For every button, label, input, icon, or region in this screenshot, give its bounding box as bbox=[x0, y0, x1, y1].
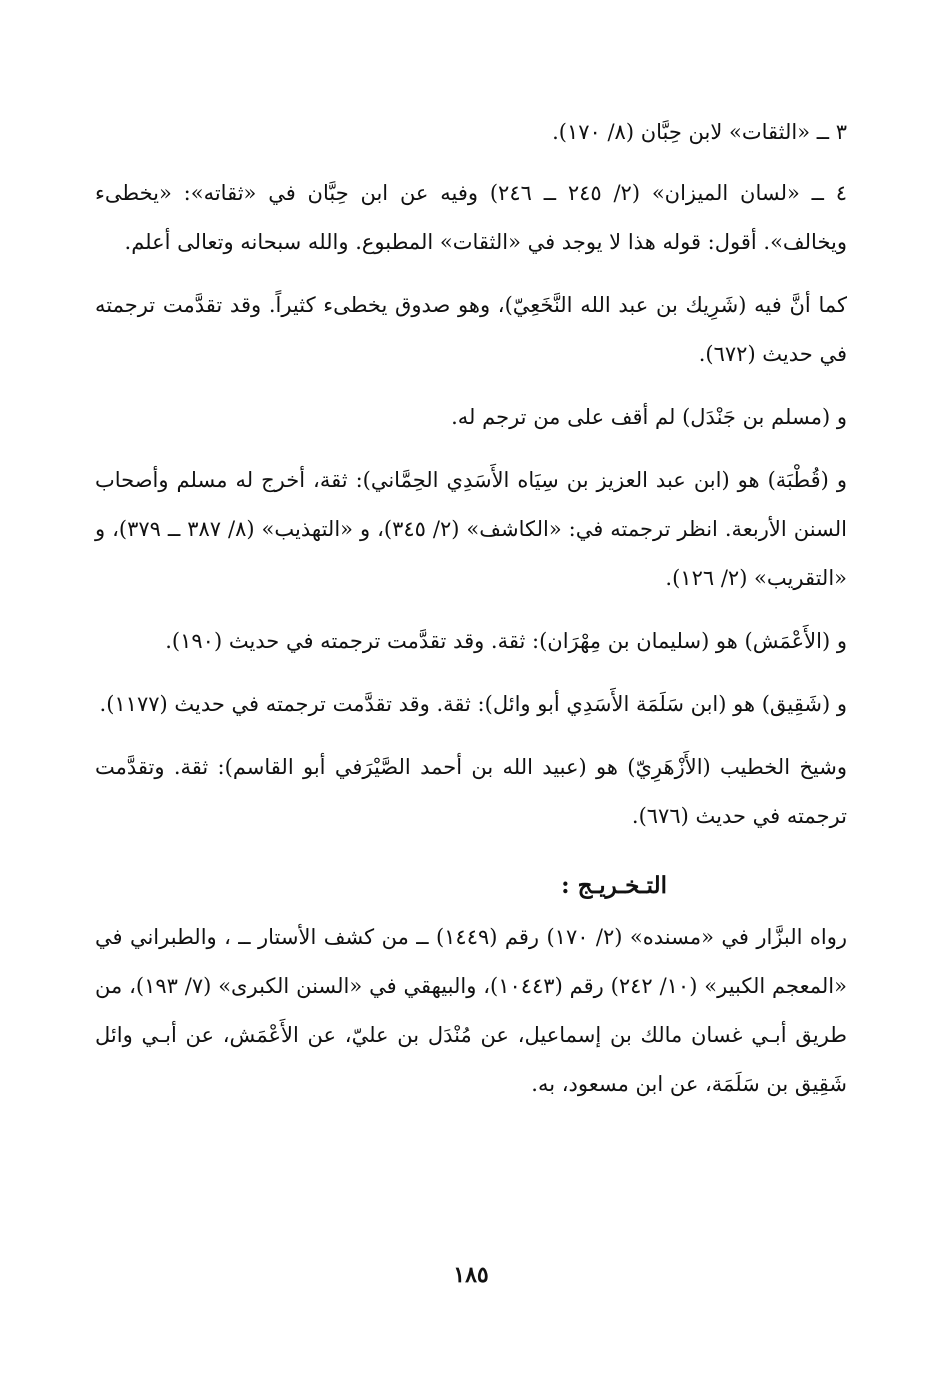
narrator-muslim-bin-jandal: و (مسلم بن جَنْدَل) لم أقف على من ترجم له. bbox=[451, 405, 847, 429]
footnote-4: ٤ ــ «لسان الميزان» (٢/ ٢٤٥ ــ ٢٤٦) وفيه عن ابن حِبَّان في «ثقاته»: «يخطىء ويخالف». أقول: قوله هذا لا يوجد في «الثقات» المطبوع. والله سبحانه وتعالى أعلم. bbox=[95, 181, 848, 254]
section-heading-takhrij: التـخـريـج : bbox=[561, 872, 667, 899]
narrator-amash: و (الأَعْمَش) هو (سليمان بن مِهْرَان): ثقة. وقد تقدَّمت ترجمته في حديث (١٩٠). bbox=[165, 629, 847, 653]
page-body bbox=[95, 108, 847, 1123]
narrator-qutbah: و (قُطْبَة) هو (ابن عبد العزيز بن سِيَاه الأَسَدِي الحِمَّاني): ثقة، أخرج له مسلم وأصحاب السنن الأربعة. انظر ترجمته في: «الكاشف» (٢/ ٣٤٥)، و «التهذيب» (٨/ ٣٨٧ ــ ٣٧٩)، و «التقريب» (٢/ ١٢٦). bbox=[95, 468, 847, 590]
narrator-sharik: كما أنَّ فيه (شَرِيك بن عبد الله النَّخَعِيّ)، وهو صدوق يخطىء كثيراً. وقد تقدَّمت ترجمته في حديث (٦٧٢). bbox=[95, 293, 847, 366]
page-number: ١٨٥ bbox=[453, 1262, 489, 1288]
footnote-3: ٣ ــ «الثقات» لابن حِبَّان (٨/ ١٧٠). bbox=[552, 120, 847, 144]
narrator-shaqiq: و (شَقِيق) هو (ابن سَلَمَة الأَسَدِي أبو وائل): ثقة. وقد تقدَّمت ترجمته في حديث (١١٧٧). bbox=[99, 692, 847, 716]
takhrij-paragraph: رواه البزَّار في «مسنده» (٢/ ١٧٠) رقم (١٤٤٩) ــ من كشف الأستار ــ ، والطبراني في «المعجم الكبير» (١٠/ ٢٤٢) رقم (١٠٤٤٣)، والبيهقي في «السنن الكبرى» (٧/ ١٩٣)، من طريق أبـي غسان مالك بن إسماعيل، عن مُنْدَل بن عليّ، عن الأَعْمَش، عن أبـي وائل شَقِيق بن سَلَمَة، عن ابن مسعود، به. bbox=[95, 925, 847, 1096]
narrator-azhari: وشيخ الخطيب (الأَزْهَرِيّ) هو (عبيد الله بن أحمد الصَّيْرَفي أبو القاسم): ثقة. وتقدَّمت ترجمته في حديث (٦٧٦). bbox=[95, 755, 847, 828]
